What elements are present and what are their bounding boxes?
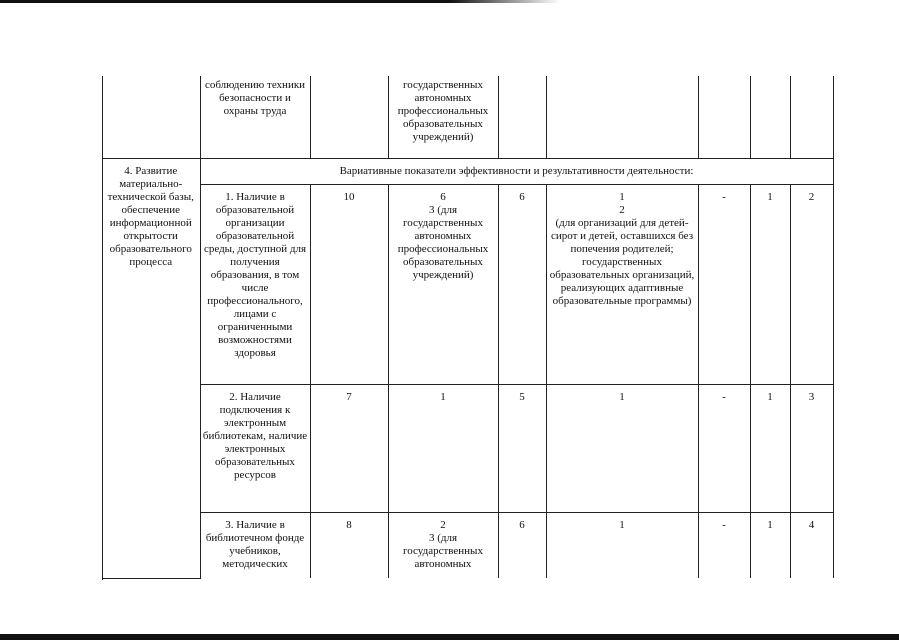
indicator-cell: 2. Наличие подключения к электронным библиотекам, наличие электронных образовательных ресурсов (200, 384, 310, 512)
value-line: 3 (для государственных автономных (403, 531, 483, 570)
value-cell (546, 76, 698, 158)
subheader-cell: Вариативные показатели эффективности и результативности деятельности: (200, 158, 833, 184)
table-row (102, 76, 833, 158)
value-cell (546, 184, 698, 384)
value-cell: - (698, 184, 750, 384)
value-cell: - (698, 384, 750, 512)
table-row (102, 512, 833, 578)
indicator-table (102, 76, 834, 579)
value-cell: 1 (750, 184, 790, 384)
value-cell: 6 (498, 184, 546, 384)
value-line: (для организаций для детей-сирот и детей, оставшихся без попечения родителей; государственных образовательных организаций, реализующих адаптивные образовательные программы) (549, 216, 695, 307)
scan-edge-top (0, 0, 899, 3)
value-cell: 1 (750, 384, 790, 512)
value-line: 2 (619, 203, 625, 216)
value-cell: 10 (310, 184, 388, 384)
value-line: 2 (440, 518, 446, 531)
table-row (102, 158, 833, 184)
indicator-cell: 1. Наличие в образовательной организации образовательной среды, доступной для получения образования, в том числе профессионального, лицами с ограниченными возможностями здоровья (200, 184, 310, 384)
section-title-cell: 4. Развитие материально-технической базы, обеспечение информационной открытости образовательного процесса (102, 158, 200, 578)
value-cell (310, 76, 388, 158)
value-line: 6 (440, 190, 446, 203)
value-line: 1 (619, 190, 625, 203)
value-line: 3 (для государственных автономных профессиональных образовательных учреждений) (397, 203, 489, 281)
value-cell (498, 76, 546, 158)
scan-edge-bottom (0, 634, 899, 640)
value-cell: 1 (546, 512, 698, 578)
value-cell: 1 (388, 384, 498, 512)
table-row (102, 184, 833, 384)
table-row (102, 384, 833, 512)
value-cell: 3 (790, 384, 833, 512)
value-cell (698, 76, 750, 158)
value-cell: 1 (750, 512, 790, 578)
value-cell (750, 76, 790, 158)
value-cell: 1 (546, 384, 698, 512)
value-cell (790, 76, 833, 158)
value-cell: 2 (790, 184, 833, 384)
value-cell: 8 (310, 512, 388, 578)
indicator-cell: соблюдению техники безопасности и охраны труда (200, 76, 310, 158)
value-cell: 7 (310, 384, 388, 512)
value-cell: - (698, 512, 750, 578)
value-cell (388, 184, 498, 384)
value-cell: 6 (498, 512, 546, 578)
value-cell: государственных автономных профессиональных образовательных учреждений) (388, 76, 498, 158)
document-page (102, 76, 833, 580)
value-cell: 5 (498, 384, 546, 512)
value-cell: 4 (790, 512, 833, 578)
section-cell (102, 76, 200, 158)
indicator-cell: 3. Наличие в библиотечном фонде учебников, методических (200, 512, 310, 578)
value-cell (388, 512, 498, 578)
